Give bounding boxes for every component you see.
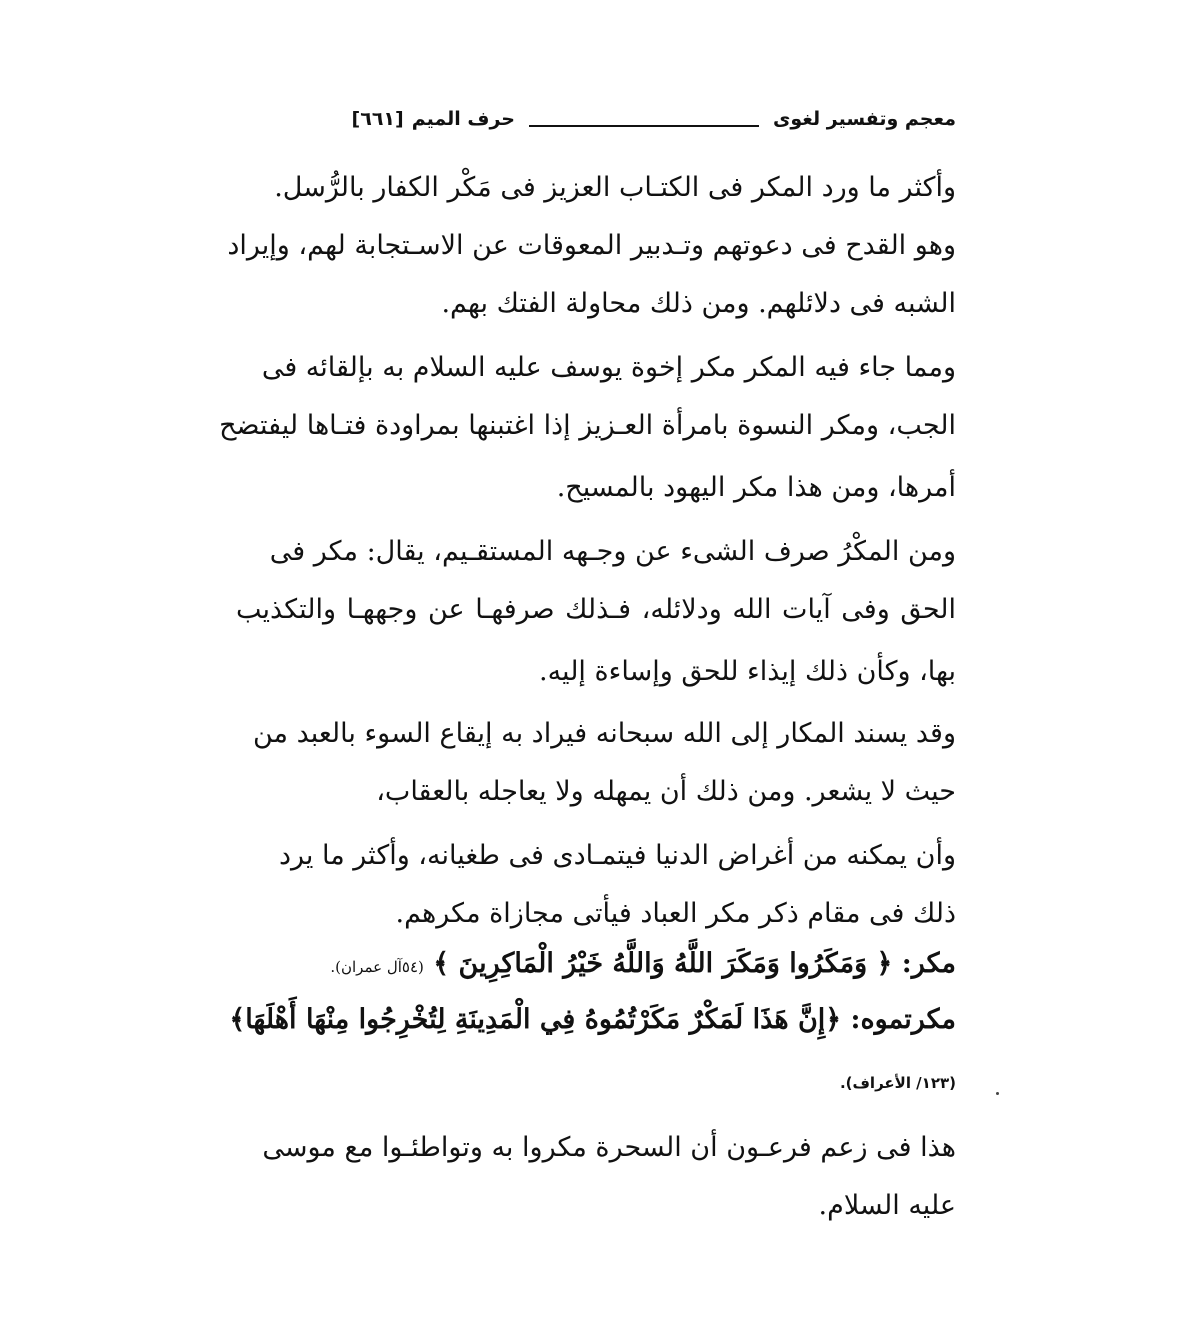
paragraph-line: وأن يمكنه من أغراض الدنيا فيتمـادى فى طغيانه، وأكثر ما يرد xyxy=(279,840,956,871)
paragraph-line: ومما جاء فيه المكر مكر إخوة يوسف عليه السلام به بإلقائه فى xyxy=(261,352,956,383)
paragraph-line: هذا فى زعم فرعـون أن السحرة مكروا به وتواطئـوا مع موسى xyxy=(262,1132,956,1163)
quote-verse: ﴿ وَمَكَرُوا وَمَكَرَ اللَّهُ وَاللَّهُ خَيْرُ الْمَاكِرِينَ ﴾ xyxy=(433,948,893,979)
scan-speck xyxy=(996,1092,999,1095)
header-rule xyxy=(529,111,759,127)
paragraph-line: بها، وكأن ذلك إيذاء للحق وإساءة إليه. xyxy=(538,656,956,687)
paragraph-line: الحق وفى آيات الله ودلائله، فـذلك صرفهـا عن وجههـا والتكذيب xyxy=(236,594,956,625)
quote-reference: (٥٤آل عمران). xyxy=(330,958,424,976)
paragraph-line: وهو القدح فى دعوتهم وتـدبير المعوقات عن الاسـتجابة لهم، وإيراد xyxy=(227,230,956,261)
paragraph-line: أمرها، ومن هذا مكر اليهود بالمسيح. xyxy=(556,472,956,503)
paragraph-line: وأكثر ما ورد المكر فى الكتـاب العزيز فى مَكْر الكفار بالرُّسل. xyxy=(274,172,956,203)
quran-quote xyxy=(236,944,956,987)
page-header xyxy=(236,104,956,134)
quote-verse: ﴿إِنَّ هَذَا لَمَكْرٌ مَكَرْتُمُوهُ فِي الْمَدِينَةِ لِتُخْرِجُوا مِنْهَا أَهْلَهَا﴾ xyxy=(229,1004,842,1035)
paragraph-line: الجب، ومكر النسوة بامرأة العـزيز إذا اغتبنها بمراودة فتـاها ليفتضح xyxy=(219,410,956,441)
paragraph-line: عليه السلام. xyxy=(818,1190,956,1221)
book-title: معجم وتفسير لغوى xyxy=(772,108,956,130)
paragraph-line: وقد يسند المكار إلى الله سبحانه فيراد به إيقاع السوء بالعبد من xyxy=(252,718,956,749)
paragraph-line: ذلك فى مقام ذكر مكر العباد فيأتى مجازاة مكرهم. xyxy=(395,898,956,929)
quote-reference: (١٢٣/ الأعراف). xyxy=(839,1074,956,1092)
quran-quote xyxy=(229,1000,956,1040)
page-number: [٦٦١] xyxy=(351,108,404,130)
quote-label: مكرتموه: xyxy=(850,1004,956,1035)
chapter-title: حرف الميم xyxy=(411,108,515,130)
paragraph-line: ومن المكْرُ صرف الشىء عن وجـهه المستقـيم، يقال: مكر فى xyxy=(269,536,956,567)
paragraph-line: حيث لا يشعر. ومن ذلك أن يمهله ولا يعاجله بالعقاب، xyxy=(376,776,956,807)
quote-label: مكر: xyxy=(901,948,956,979)
paragraph-line: الشبه فى دلائلهم. ومن ذلك محاولة الفتك بهم. xyxy=(441,288,956,319)
